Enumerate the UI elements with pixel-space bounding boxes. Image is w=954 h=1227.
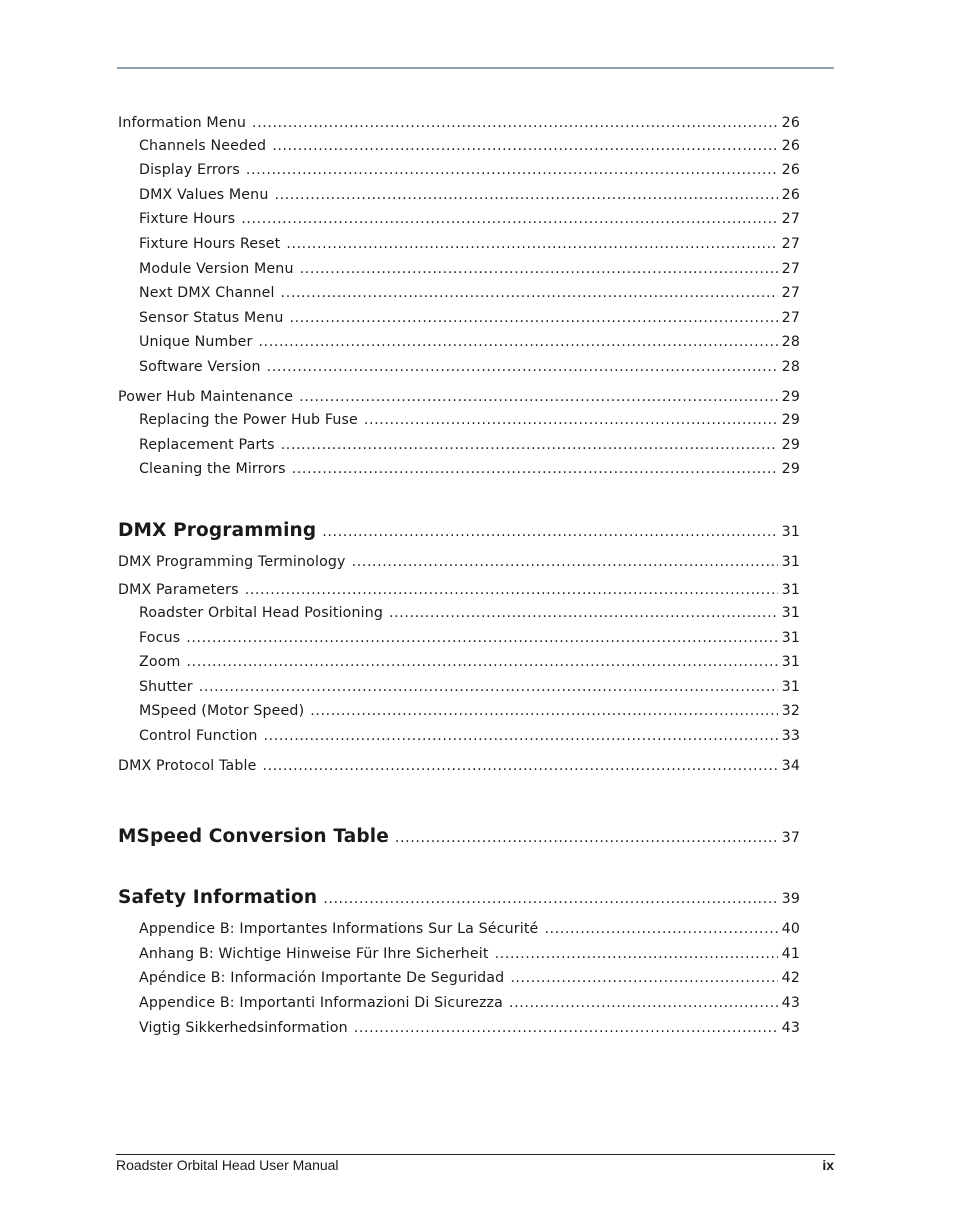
- toc-entry-vigtig-sikkerhedsinformation[interactable]: [139, 1020, 800, 1036]
- dot-leader: [299, 389, 778, 405]
- toc-entry-focus[interactable]: [139, 630, 800, 646]
- dot-leader: [323, 891, 777, 907]
- toc-entry-title: Next DMX Channel: [139, 285, 275, 301]
- toc-entry-sensor-status-menu[interactable]: [139, 310, 800, 326]
- dot-leader: [389, 605, 778, 621]
- toc-entry-page: 43: [781, 995, 800, 1011]
- dot-leader: [186, 630, 777, 646]
- toc-chapter-title: DMX Programming: [118, 520, 317, 541]
- dot-leader: [292, 461, 778, 477]
- toc-entry-page: 31: [781, 582, 800, 598]
- dot-leader: [544, 921, 777, 937]
- dot-leader: [272, 138, 777, 154]
- dot-leader: [245, 582, 778, 598]
- footer-manual-title: Roadster Orbital Head User Manual: [116, 1157, 339, 1173]
- toc-entry-title: Software Version: [139, 359, 261, 375]
- footer-rule: [116, 1154, 835, 1155]
- dot-leader: [264, 728, 778, 744]
- toc-entry-module-version-menu[interactable]: [139, 261, 800, 277]
- toc-entry-replacing-the-power-hub-fuse[interactable]: [139, 412, 800, 428]
- toc-entry-anhang-b-german[interactable]: [139, 946, 800, 962]
- toc-entry-channels-needed[interactable]: [139, 138, 800, 154]
- dot-leader: [300, 261, 778, 277]
- toc-entry-next-dmx-channel[interactable]: [139, 285, 800, 301]
- toc-entry-page: 29: [781, 461, 800, 477]
- toc-entry-title: Appendice B: Importantes Informations Sur La Sécurité: [139, 921, 539, 937]
- dot-leader: [252, 115, 778, 131]
- dot-leader: [495, 946, 778, 962]
- toc-entry-title: DMX Protocol Table: [118, 758, 257, 774]
- dot-leader: [267, 359, 778, 375]
- toc-entry-page: 27: [781, 236, 800, 252]
- toc-entry-replacement-parts[interactable]: [139, 437, 800, 453]
- toc-entry-page: 29: [781, 389, 800, 405]
- dot-leader: [246, 162, 778, 178]
- toc-entry-dmx-protocol-table[interactable]: [118, 758, 800, 774]
- toc-entry-title: Zoom: [139, 654, 181, 670]
- toc-entry-title: Fixture Hours Reset: [139, 236, 281, 252]
- toc-entry-display-errors[interactable]: [139, 162, 800, 178]
- toc-entry-page: 40: [781, 921, 800, 937]
- toc-entry-title: Display Errors: [139, 162, 240, 178]
- toc-entry-power-hub-maintenance[interactable]: [118, 389, 800, 405]
- dot-leader: [187, 654, 778, 670]
- toc-chapter-page: 37: [781, 830, 800, 846]
- toc-entry-appendice-b-french[interactable]: [139, 921, 800, 937]
- dot-leader: [364, 412, 778, 428]
- toc-entry-apendice-b-spanish[interactable]: [139, 970, 800, 986]
- toc-entry-roadster-orbital-head-positioning[interactable]: [139, 605, 800, 621]
- dot-leader: [509, 995, 778, 1011]
- toc-chapter-page: 31: [781, 524, 800, 540]
- toc-entry-dmx-parameters[interactable]: [118, 582, 800, 598]
- footer-page-number: ix: [822, 1157, 834, 1173]
- toc-entry-page: 31: [781, 605, 800, 621]
- toc-entry-title: DMX Programming Terminology: [118, 554, 346, 570]
- toc-entry-title: Channels Needed: [139, 138, 267, 154]
- toc-entry-title: Fixture Hours: [139, 211, 236, 227]
- toc-chapter-dmx-programming[interactable]: [118, 520, 800, 541]
- dot-leader: [510, 970, 777, 986]
- toc-entry-title: Power Hub Maintenance: [118, 389, 294, 405]
- toc-entry-page: 27: [781, 261, 800, 277]
- dot-leader: [262, 758, 777, 774]
- toc-entry-title: Sensor Status Menu: [139, 310, 284, 326]
- toc-entry-page: 26: [781, 162, 800, 178]
- toc-entry-page: 28: [781, 334, 800, 350]
- toc-entry-page: 31: [781, 679, 800, 695]
- dot-leader: [259, 334, 778, 350]
- toc-chapter-title: Safety Information: [118, 887, 318, 908]
- toc-entry-title: Unique Number: [139, 334, 253, 350]
- toc-entry-title: Apéndice B: Información Importante De Seguridad: [139, 970, 505, 986]
- dot-leader: [322, 524, 777, 540]
- toc-entry-title: Replacing the Power Hub Fuse: [139, 412, 358, 428]
- toc-entry-page: 27: [781, 285, 800, 301]
- toc-entry-zoom[interactable]: [139, 654, 800, 670]
- toc-entry-page: 43: [781, 1020, 800, 1036]
- dot-leader: [274, 187, 777, 203]
- toc-entry-title: Cleaning the Mirrors: [139, 461, 286, 477]
- toc-entry-title: Vigtig Sikkerhedsinformation: [139, 1020, 348, 1036]
- toc-entry-page: 26: [781, 138, 800, 154]
- toc-entry-page: 29: [781, 412, 800, 428]
- toc-entry-title: Anhang B: Wichtige Hinweise Für Ihre Sicherheit: [139, 946, 489, 962]
- dot-leader: [199, 679, 778, 695]
- dot-leader: [290, 310, 778, 326]
- toc-entry-dmx-programming-terminology[interactable]: [118, 554, 800, 570]
- dot-leader: [354, 1020, 778, 1036]
- toc-entry-page: 28: [781, 359, 800, 375]
- toc-entry-page: 27: [781, 310, 800, 326]
- toc-entry-fixture-hours-reset[interactable]: [139, 236, 800, 252]
- dot-leader: [286, 236, 777, 252]
- toc-entry-title: MSpeed (Motor Speed): [139, 703, 305, 719]
- toc-entry-cleaning-the-mirrors[interactable]: [139, 461, 800, 477]
- toc-chapter-mspeed-conversion-table[interactable]: [118, 826, 800, 847]
- toc-entry-page: 41: [781, 946, 800, 962]
- toc-chapter-title: MSpeed Conversion Table: [118, 826, 389, 847]
- toc-entry-title: Shutter: [139, 679, 193, 695]
- toc-entry-fixture-hours[interactable]: [139, 211, 800, 227]
- toc-entry-dmx-values-menu[interactable]: [139, 187, 800, 203]
- dot-leader: [281, 285, 778, 301]
- dot-leader: [352, 554, 778, 570]
- toc-entry-title: Roadster Orbital Head Positioning: [139, 605, 384, 621]
- toc-entry-title: Module Version Menu: [139, 261, 294, 277]
- toc-entry-title: Information Menu: [118, 115, 246, 131]
- toc-entry-title: Focus: [139, 630, 181, 646]
- toc-entry-title: DMX Parameters: [118, 582, 239, 598]
- toc-entry-information-menu[interactable]: [118, 115, 800, 131]
- toc-entry-page: 26: [781, 115, 800, 131]
- toc-entry-mspeed-motor-speed[interactable]: [139, 703, 800, 719]
- toc-entry-page: 34: [781, 758, 800, 774]
- toc-entry-page: 31: [781, 630, 800, 646]
- toc-chapter-safety-information[interactable]: [118, 887, 800, 908]
- toc-entry-page: 27: [781, 211, 800, 227]
- toc-entry-page: 33: [781, 728, 800, 744]
- toc-entry-title: Replacement Parts: [139, 437, 275, 453]
- toc-entry-title: Appendice B: Importanti Informazioni Di Sicurezza: [139, 995, 503, 1011]
- toc-chapter-page: 39: [781, 891, 800, 907]
- toc-entry-control-function[interactable]: [139, 728, 800, 744]
- toc-entry-page: 31: [781, 654, 800, 670]
- toc-entry-page: 31: [781, 554, 800, 570]
- dot-leader: [395, 830, 778, 846]
- toc-entry-title: DMX Values Menu: [139, 187, 269, 203]
- toc-entry-software-version[interactable]: [139, 359, 800, 375]
- toc-entry-page: 29: [781, 437, 800, 453]
- toc-entry-title: Control Function: [139, 728, 258, 744]
- toc-entry-unique-number[interactable]: [139, 334, 800, 350]
- toc-entry-page: 42: [781, 970, 800, 986]
- toc-entry-appendice-b-italian[interactable]: [139, 995, 800, 1011]
- dot-leader: [281, 437, 778, 453]
- toc-entry-page: 26: [781, 187, 800, 203]
- dot-leader: [310, 703, 777, 719]
- toc-entry-shutter[interactable]: [139, 679, 800, 695]
- toc-entry-page: 32: [781, 703, 800, 719]
- dot-leader: [241, 211, 777, 227]
